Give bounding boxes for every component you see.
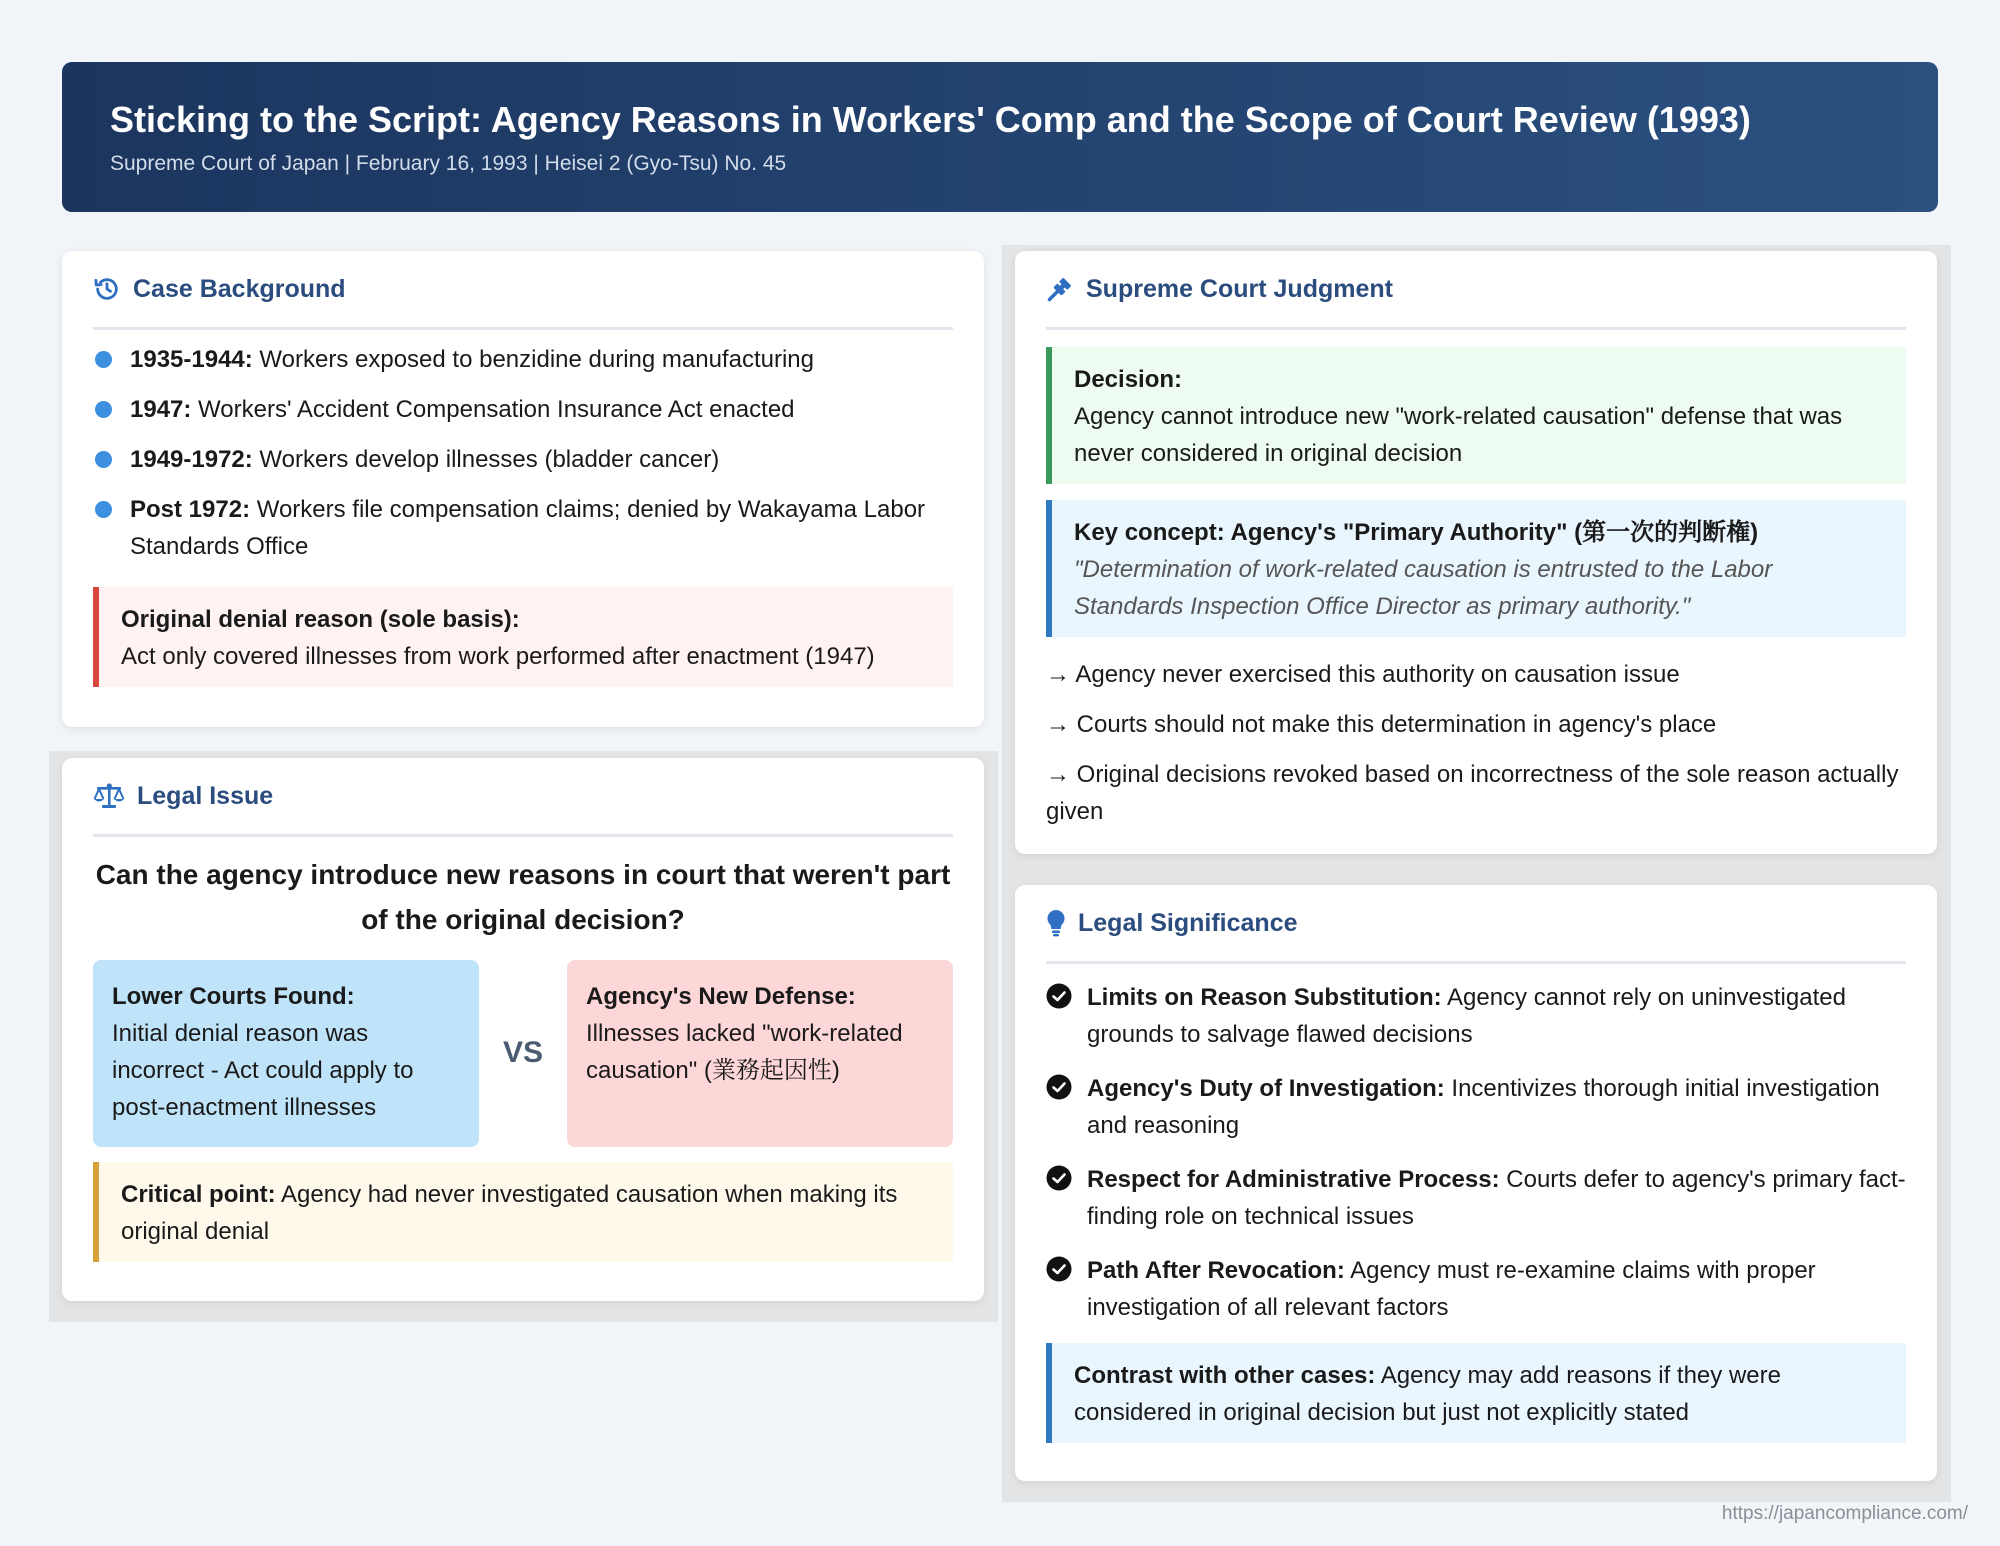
significance-card [1015, 885, 1937, 1481]
legal-question: Can the agency introduce new reasons in court that weren't part of the original decision? [95, 859, 951, 935]
critical-point-text: Agency had never investigated causation when making its original denial [121, 1181, 898, 1245]
page-subtitle: Supreme Court of Japan | February 16, 1993 | Heisei 2 (Gyo-Tsu) No. 45 [110, 152, 787, 175]
contrast-label: Contrast with other cases: [1074, 1362, 1376, 1389]
judgment-point: → Agency never exercised this authority on causation issue [1046, 661, 1680, 688]
critical-point-label: Critical point: [121, 1181, 276, 1208]
check-circle-icon [1046, 1165, 1072, 1191]
gavel-icon [1046, 275, 1074, 303]
check-circle-icon [1046, 1256, 1072, 1282]
timeline-item: 1935-1944: Workers exposed to benzidine during manufacturing [93, 341, 953, 378]
lower-courts-box [93, 960, 479, 1147]
significance-item: Limits on Reason Substitution: Agency cannot rely on uninvestigated grounds to salvage flawed decisions [1046, 979, 1906, 1053]
source-url: https://japancompliance.com/ [1721, 1503, 1968, 1524]
decision-text: Agency cannot introduce new "work-related causation" defense that was never considered in original decision [1074, 403, 1843, 467]
vs-label: VS [503, 1036, 544, 1069]
agency-defense-label: Agency's New Defense: [586, 983, 856, 1010]
critical-point-callout [93, 1162, 953, 1262]
judgment-header [1046, 251, 1906, 330]
decision-callout [1046, 347, 1906, 484]
history-icon [93, 275, 121, 303]
page-header [62, 62, 1938, 212]
legal-issue-title: Legal Issue [137, 781, 274, 810]
significance-item: Path After Revocation: Agency must re-examine claims with proper investigation of all relevant factors [1046, 1252, 1906, 1326]
denial-reason-callout [93, 587, 953, 687]
scales-icon [93, 782, 125, 810]
denial-reason-label: Original denial reason (sole basis): [121, 606, 520, 633]
contrast-callout [1046, 1343, 1906, 1443]
timeline-item: Post 1972: Workers file compensation claims; denied by Wakayama Labor Standards Office [93, 491, 953, 565]
agency-defense-text: Illnesses lacked "work-related causation" (業務起因性) [586, 1020, 903, 1084]
denial-reason-text: Act only covered illnesses from work performed after enactment (1947) [121, 643, 875, 670]
lower-courts-text: Initial denial reason was incorrect - Act could apply to post-enactment illnesses [112, 1020, 414, 1121]
key-concept-quote: "Determination of work-related causation is entrusted to the Labor Standards Inspection Office Director as primary authority." [1074, 556, 1773, 620]
legal-issue-card [62, 758, 984, 1301]
judgment-title: Supreme Court Judgment [1086, 274, 1393, 303]
page-title: Sticking to the Script: Agency Reasons in Workers' Comp and the Scope of Court Review (1993) [110, 99, 1751, 140]
timeline-item: 1949-1972: Workers develop illnesses (bladder cancer) [93, 441, 953, 478]
judgment-point: → Courts should not make this determination in agency's place [1046, 711, 1717, 738]
key-concept-callout [1046, 500, 1906, 637]
significance-title: Legal Significance [1078, 908, 1298, 937]
contrast-text: Agency may add reasons if they were considered in original decision but just not explicitly stated [1074, 1362, 1781, 1426]
case-background-header [93, 251, 953, 330]
significance-header [1046, 885, 1906, 964]
key-concept-label: Key concept: Agency's "Primary Authority" (第一次的判断権) [1074, 519, 1759, 546]
lower-courts-label: Lower Courts Found: [112, 983, 355, 1010]
legal-issue-header [93, 758, 953, 837]
agency-defense-box [567, 960, 953, 1147]
case-background-title: Case Background [133, 274, 346, 303]
case-background-card [62, 251, 984, 727]
judgment-point: → Original decisions revoked based on incorrectness of the sole reason actually given [1046, 761, 1899, 825]
check-circle-icon [1046, 1074, 1072, 1100]
check-circle-icon [1046, 983, 1072, 1009]
timeline-list [93, 341, 953, 578]
judgment-card [1015, 251, 1937, 854]
timeline-item: 1947: Workers' Accident Compensation Insurance Act enacted [93, 391, 953, 428]
significance-item: Agency's Duty of Investigation: Incentivizes thorough initial investigation and reasoning [1046, 1070, 1906, 1144]
lightbulb-icon [1046, 909, 1066, 937]
decision-label: Decision: [1074, 366, 1183, 393]
significance-item: Respect for Administrative Process: Courts defer to agency's primary fact-finding role on technical issues [1046, 1161, 1906, 1235]
